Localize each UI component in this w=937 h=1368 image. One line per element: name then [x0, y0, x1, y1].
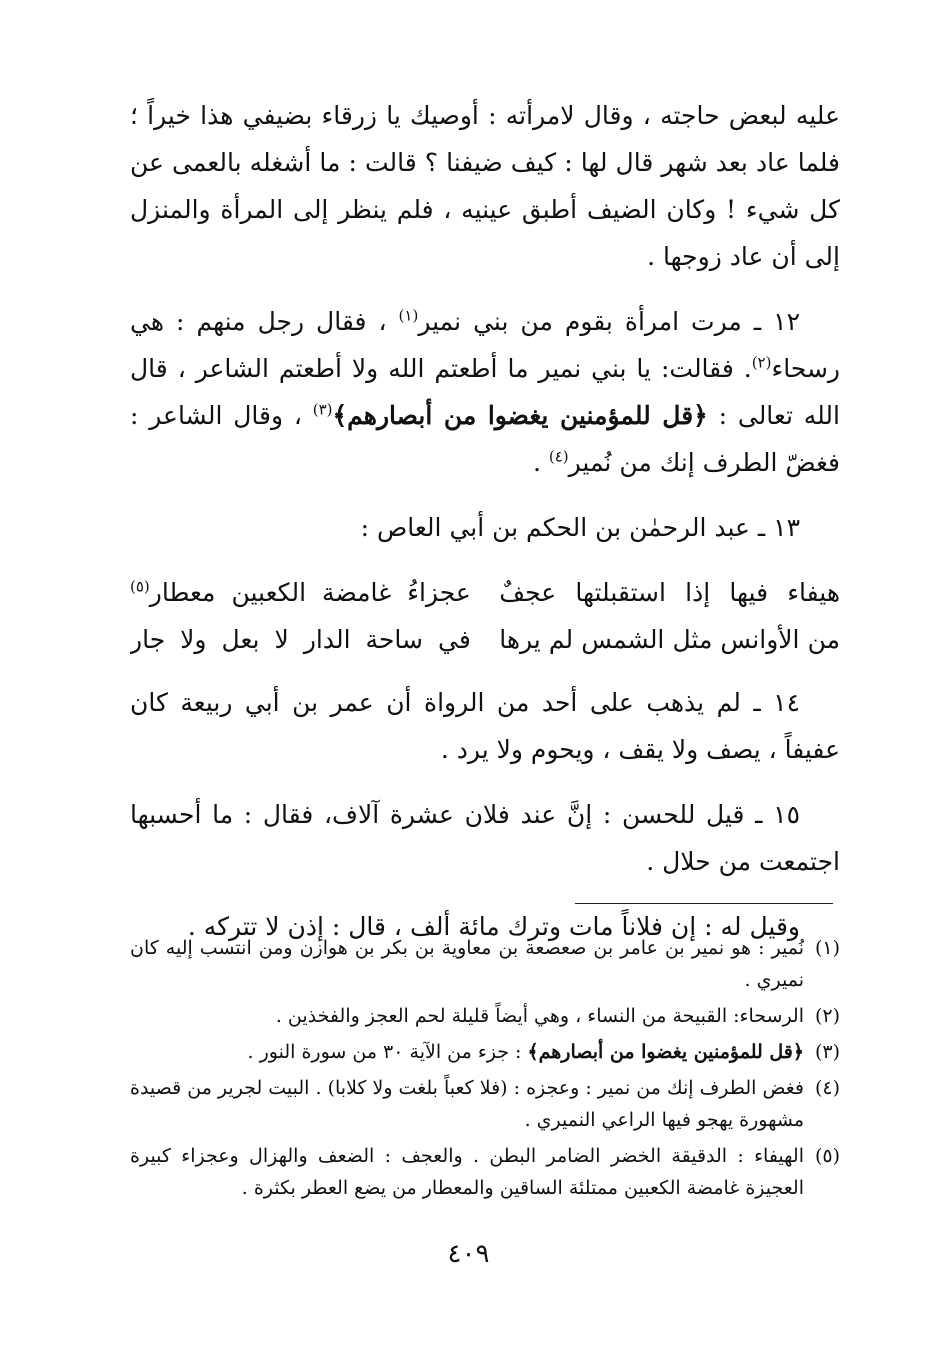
footnote-2 [130, 1000, 840, 1032]
paragraph-12-text-3: . فقالت: يا بني نمير ما أطعتم الله ولا أطعتم الشاعر ، قال الله تعالى : [130, 354, 840, 430]
footnote-text: فغض الطرف إنك من نمير : وعجزه : (فلا كعباً بلغت ولا كلابا) . البيت لجرير من قصيدة مشهورة يهجو فيها الراعي النميري . [129, 1077, 804, 1131]
footnote-number: (٢) [814, 1005, 840, 1027]
paragraph-15-continued: وقيل له : إن فلاناً مات وترك مائة ألف ، قال : إذن لا تتركه . [187, 912, 800, 941]
poem-verse-2-first-half: من الأوانس مثل الشمس لم يرها [499, 625, 840, 654]
quran-verse: ﴿قل للمؤمنين يغضوا من أبصارهم﴾ [332, 401, 708, 430]
footnote-number: (٣) [814, 1041, 840, 1063]
paragraph-13: ١٣ ـ عبد الرحمٰن بن الحكم بن أبي العاص : [360, 513, 800, 542]
footnote-text: الهيفاء : الدقيقة الخضر الضامر البطن . والعجف : الضعف والهزال وعجزاء كبيرة العجيزة غامضة الكعبين ممتلئة الساقين والمعطار من يضع العطر بكثرة . [130, 1145, 804, 1199]
poem-verse-2-second-half: في ساحة الدار لا بعل ولا جار [130, 625, 471, 654]
footnote-separator [575, 903, 833, 904]
main-text [130, 92, 840, 968]
footnote-1 [130, 932, 840, 996]
footnote-number: (٤) [814, 1077, 840, 1099]
footnote-text: الرسحاء: القبيحة من النساء ، وهي أيضاً قليلة لحم العجز والفخذين . [275, 1005, 804, 1027]
footnote-ref-5: (٥) [130, 577, 150, 596]
poem [130, 569, 840, 663]
footnote-quran-verse: ﴿قل للمؤمنين يغضوا من أبصارهم﴾ [527, 1041, 804, 1063]
footnote-ref-4: (٤) [548, 447, 569, 466]
footnote-5 [130, 1140, 840, 1204]
paragraph-12 [130, 298, 840, 486]
poem-verse-1 [130, 569, 840, 616]
footnote-number: (٥) [814, 1145, 840, 1167]
paragraph-12-text-5: . [532, 448, 549, 477]
paragraph-12-text-1: ١٢ ـ مرت امرأة بقوم من بني نمير [418, 307, 800, 336]
page-number: ٤٠٩ [447, 1239, 490, 1269]
footnote-ref-1: (١) [398, 306, 419, 325]
poem-verse-2 [130, 616, 840, 663]
poem-verse-1-second-half-text: عجزاءُ غامضة الكعبين معطار [149, 578, 471, 607]
paragraph-continuation: عليه لبعض حاجته ، وقال لامرأته : أوصيك يا زرقاء بضيفي هذا خيراً ؛ فلما عاد بعد شهر قال لها : كيف ضيفنا ؟ قالت : ما أشغله بالعمى عن كل شيء ! وكان الضيف أطبق عينيه ، فلم ينظر إلى المرأة والمنزل إلى أن عاد زوجها . [130, 101, 840, 271]
footnote-text: نُمير : هو نمير بن عامر بن صعصعة بن معاوية بن بكر بن هوازن ومن انتسب إليه كان نميري . [130, 937, 804, 991]
footnote-text: : جزء من الآية ٣٠ من سورة النور . [247, 1041, 528, 1063]
footnote-4 [130, 1072, 840, 1136]
footnote-3 [130, 1036, 840, 1068]
paragraph-14: ١٤ ـ لم يذهب على أحد من الرواة أن عمر بن أبي ربيعة كان عفيفاً ، يصف ولا يقف ، ويحوم ولا يرد . [130, 688, 840, 764]
footnotes [130, 932, 840, 1208]
poem-verse-1-second-half [130, 569, 471, 616]
footnote-ref-3: (٣) [312, 400, 333, 419]
footnote-number: (١) [814, 937, 840, 959]
poem-verse-1-first-half: هيفاء فيها إذا استقبلتها عجفٌ [499, 578, 840, 607]
paragraph-12-text-4: ، وقال الشاعر : فغضّ الطرف إنك من نُمير [130, 401, 840, 477]
paragraph-15: ١٥ ـ قيل للحسن : إنَّ عند فلان عشرة آلاف، فقال : ما أحسبها اجتمعت من حلال . [130, 800, 840, 876]
footnote-ref-2: (٢) [751, 353, 772, 372]
paragraph-12-text-2: ، فقال رجل منهم : هي رسحاء [130, 307, 840, 383]
